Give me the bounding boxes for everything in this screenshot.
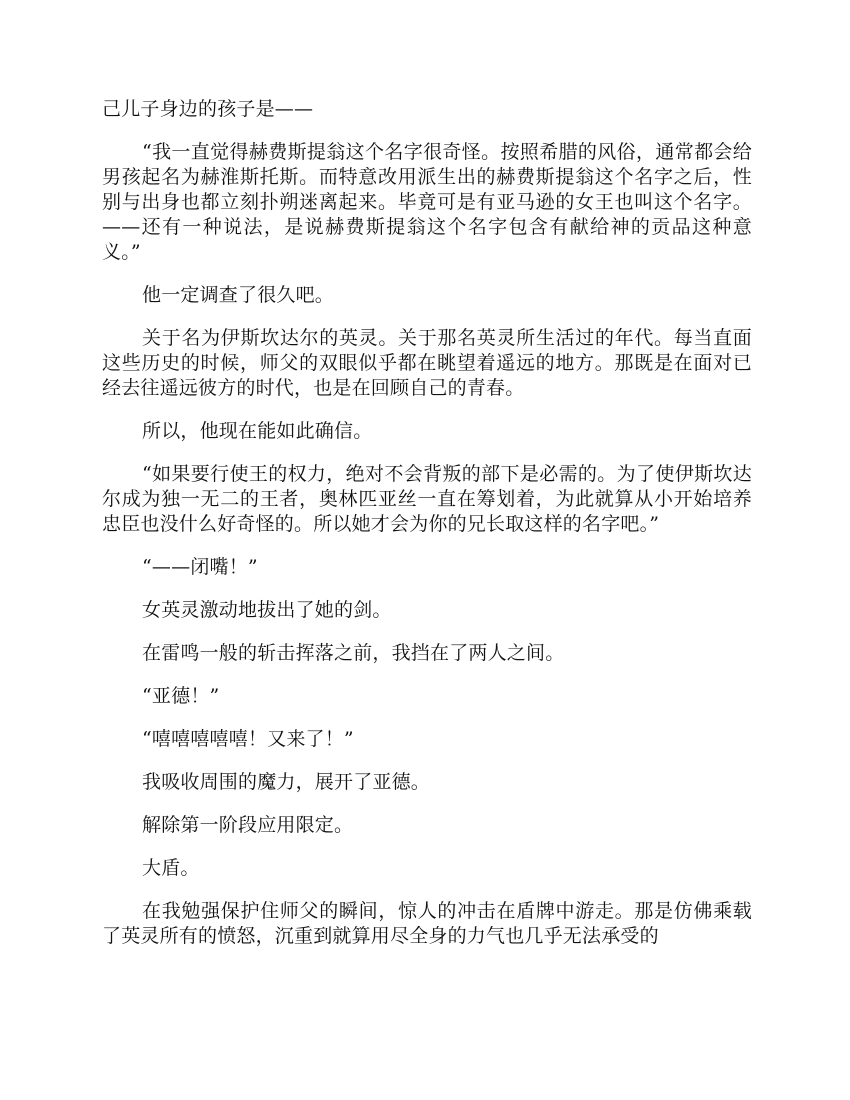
paragraph-11: “嘻嘻嘻嘻嘻！又来了！”: [142, 728, 354, 750]
document-page: [102, 97, 752, 967]
paragraph-8: 女英灵激动地拔出了她的剑。: [142, 599, 392, 621]
paragraph-13: 解除第一阶段应用限定。: [142, 814, 354, 836]
paragraph-3: 他一定调查了很久吧。: [142, 284, 335, 306]
paragraph-15: 在我勉强保护住师父的瞬间，惊人的冲击在盾牌中游走。那是仿佛乘载了英灵所有的愤怒，沉重到就算用尽全身的力气也几乎无法承受的: [102, 900, 752, 947]
paragraph-1: 己儿子身边的孩子是——: [102, 98, 314, 120]
paragraph-12: 我吸收周围的魔力，展开了亚德。: [142, 771, 431, 793]
paragraph-14: 大盾。: [142, 857, 200, 879]
paragraph-5: 所以，他现在能如此确信。: [142, 420, 373, 442]
paragraph-2: “我一直觉得赫费斯提翁这个名字很奇怪。按照希腊的风俗，通常都会给男孩起名为赫淮斯托斯。而特意改用派生出的赫费斯提翁这个名字之后，性别与出身也都立刻扑朔迷离起来。毕竟可是有亚马逊的女王也叫这个名字。——还有一种说法，是说赫费斯提翁这个名字包含有献给神的贡品这种意义。”: [102, 141, 752, 263]
paragraph-6: “如果要行使王的权力，绝对不会背叛的部下是必需的。为了使伊斯坎达尔成为独一无二的王者，奥林匹亚丝一直在筹划着，为此就算从小开始培养忠臣也没什么好奇怪的。所以她才会为你的兄长取这样的名字吧。”: [102, 463, 752, 535]
paragraph-4: 关于名为伊斯坎达尔的英灵。关于那名英灵所生活过的年代。每当直面这些历史的时候，师父的双眼似乎都在眺望着遥远的地方。那既是在面对已经去往遥远彼方的时代，也是在回顾自己的青春。: [102, 327, 752, 399]
paragraph-7: “——闭嘴！”: [142, 556, 258, 578]
paragraph-10: “亚德！”: [142, 685, 220, 707]
paragraph-9: 在雷鸣一般的斩击挥落之前，我挡在了两人之间。: [142, 642, 565, 664]
